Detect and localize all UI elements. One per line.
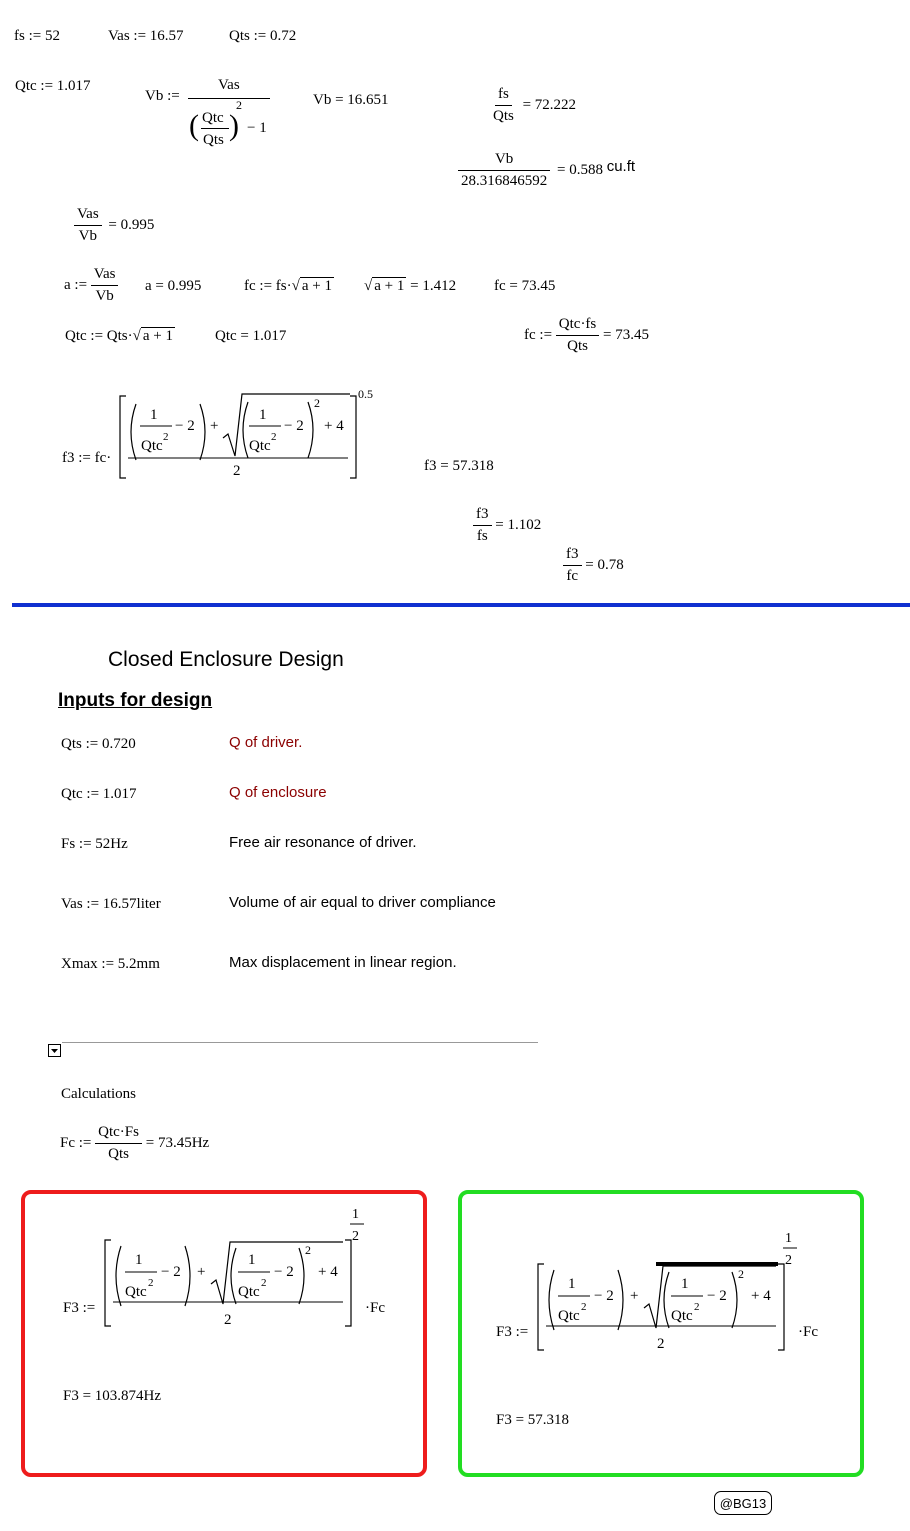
minus2: − 2 <box>594 1288 614 1304</box>
input-qtc-definition[interactable]: Qtc := 1.017 <box>61 786 137 802</box>
fc-formula-alt[interactable] <box>524 316 649 355</box>
plus: + <box>630 1288 639 1304</box>
area-boundary-line <box>62 1042 538 1043</box>
lhs: F3 := <box>496 1324 529 1340</box>
minus2-inner: − 2 <box>707 1288 727 1304</box>
input-fs-description: Free air resonance of driver. <box>229 834 417 851</box>
vb-minus-one: − 1 <box>247 120 267 136</box>
denominator: Vb <box>78 228 97 244</box>
denominator: Qts <box>493 108 514 124</box>
numerator: f3 <box>473 506 492 526</box>
sqrt-evaluation[interactable] <box>364 278 456 295</box>
sq-outer: 2 <box>738 1267 744 1281</box>
denominator: fs <box>476 528 488 544</box>
qtc: Qtc <box>558 1308 580 1324</box>
paren-left: ( <box>189 109 199 142</box>
a-result: a = 0.995 <box>145 278 202 294</box>
paren-left <box>549 1270 554 1330</box>
cuft-unit: cu.ft <box>606 157 636 175</box>
f3-qtc: Qtc <box>141 438 163 454</box>
paren-right <box>185 1246 190 1306</box>
plus4: + 4 <box>751 1288 771 1304</box>
f3-over-fc[interactable] <box>563 546 624 585</box>
red-highlight-box <box>21 1190 427 1477</box>
f3-formula-incorrect[interactable] <box>61 1200 421 1340</box>
f3-one-inner: 1 <box>259 407 267 423</box>
times-fc: ·Fc <box>365 1300 385 1316</box>
numerator: Qtc·Fs <box>95 1124 142 1144</box>
qtc-inner: Qtc <box>671 1308 693 1324</box>
f3-over-fs[interactable] <box>473 506 541 545</box>
qtc-formula[interactable] <box>65 328 175 345</box>
denominator: 28.316846592 <box>461 173 548 189</box>
plus: + <box>197 1264 206 1280</box>
vb-exponent: 2 <box>236 98 242 112</box>
bracket-right <box>350 396 356 478</box>
input-xmax-description: Max displacement in linear region. <box>229 954 457 971</box>
design-title: Closed Enclosure Design <box>108 648 344 671</box>
vb-result: Vb = 16.651 <box>313 92 389 108</box>
fc-result: fc = 73.45 <box>494 278 556 294</box>
paren-left <box>116 1246 121 1306</box>
qtc-definition[interactable]: Qtc := 1.017 <box>15 78 91 94</box>
paren-left <box>243 402 248 458</box>
f3-sq: 2 <box>163 431 169 443</box>
paren-right: ) <box>229 109 239 142</box>
paren-right <box>308 402 313 458</box>
f3-over-fc-result: = 0.78 <box>585 556 624 573</box>
vb-definition[interactable] <box>145 74 280 154</box>
f3-plus4: + 4 <box>324 418 344 434</box>
triangle-down-icon <box>49 1045 60 1056</box>
minus2: − 2 <box>161 1264 181 1280</box>
section-divider <box>12 603 910 607</box>
times-fc: ·Fc <box>798 1324 818 1340</box>
paren-left <box>231 1248 236 1304</box>
sqrt-symbol: √ <box>364 278 373 294</box>
fc-alt-result: = 73.45 <box>603 326 649 343</box>
sqrt-radicand: a + 1 <box>374 278 405 294</box>
a-lhs: a := <box>64 276 88 293</box>
fc-calc-lhs: Fc := <box>60 1134 92 1151</box>
paren-left <box>131 404 136 460</box>
denominator: Vb <box>95 288 114 304</box>
f3-minus2-inner: − 2 <box>284 418 304 434</box>
numerator: Vas <box>91 266 119 286</box>
f3-lhs: f3 := fc· <box>62 450 112 466</box>
lhs: F3 := <box>63 1300 96 1316</box>
bracket-left <box>120 396 126 478</box>
input-qts-definition[interactable]: Qts := 0.720 <box>61 736 136 752</box>
one-inner: 1 <box>681 1276 689 1292</box>
one: 1 <box>568 1276 576 1292</box>
vb-numerator: Vas <box>218 77 240 93</box>
qtc-inner: Qtc <box>238 1284 260 1300</box>
fc-alt-lhs: fc := <box>524 326 553 343</box>
bracket-left <box>538 1264 544 1350</box>
inputs-heading: Inputs for design <box>58 690 213 711</box>
one-inner: 1 <box>248 1252 256 1268</box>
one: 1 <box>135 1252 143 1268</box>
f3-sq-outer: 2 <box>314 396 320 410</box>
qtc-result: Qtc = 1.017 <box>215 328 287 344</box>
paren-right <box>732 1272 737 1328</box>
f3-over-fs-result: = 1.102 <box>495 516 542 533</box>
minus2-inner: − 2 <box>274 1264 294 1280</box>
collapse-area-toggle[interactable] <box>48 1044 61 1057</box>
f3-plus: + <box>210 418 219 434</box>
f3-result: f3 = 57.318 <box>424 458 494 474</box>
denominator: Qts <box>108 1146 129 1162</box>
fs-over-qts[interactable] <box>490 86 576 125</box>
sq: 2 <box>581 1301 587 1313</box>
vb-lhs: Vb := <box>145 88 180 104</box>
bracket-right <box>345 1240 351 1326</box>
paren-right <box>618 1270 623 1330</box>
denominator: fc <box>566 568 579 584</box>
sqrt-radicand: a + 1 <box>142 328 173 344</box>
qtc-lhs: Qtc := Qts· <box>65 328 133 344</box>
fs-over-qts-result: = 72.222 <box>522 96 577 113</box>
f3-formula-correct[interactable] <box>494 1224 859 1364</box>
input-fs-definition[interactable]: Fs := 52Hz <box>61 836 128 852</box>
f3-minus2: − 2 <box>175 418 195 434</box>
vb-qts: Qts <box>203 132 224 148</box>
fc-calc-result: = 73.45Hz <box>145 1134 210 1151</box>
cuft-result: = 0.588 <box>557 161 603 178</box>
input-qtc-description: Q of enclosure <box>229 784 327 801</box>
sqrt-radicand: a + 1 <box>301 278 332 294</box>
numerator: Vas <box>74 206 102 226</box>
a-definition[interactable] <box>64 266 118 305</box>
numerator: Qtc·fs <box>556 316 600 336</box>
f3-result-incorrect: F3 = 103.874Hz <box>63 1388 162 1404</box>
vas-definition[interactable]: Vas := 16.57 <box>108 28 184 44</box>
f3-exponent: 0.5 <box>358 387 373 401</box>
denominator: 2 <box>657 1336 665 1352</box>
vb-cuft-conversion[interactable] <box>458 151 635 190</box>
paren-left <box>664 1272 669 1328</box>
f3-result-correct: F3 = 57.318 <box>496 1412 570 1428</box>
input-qts-description: Q of driver. <box>229 734 303 751</box>
exp-numerator: 1 <box>785 1231 792 1246</box>
paren-right <box>299 1248 304 1304</box>
fc-calculation[interactable] <box>60 1124 209 1163</box>
exp-denominator: 2 <box>785 1253 792 1268</box>
f3-one: 1 <box>150 407 158 423</box>
exp-denominator: 2 <box>352 1229 359 1244</box>
sq: 2 <box>148 1277 154 1289</box>
vb-qtc: Qtc <box>202 110 224 126</box>
sqrt-symbol: √ <box>291 278 300 294</box>
denominator: 2 <box>224 1312 232 1328</box>
author-watermark: @BG13 <box>714 1491 772 1515</box>
bracket-left <box>105 1240 111 1326</box>
fraction-bar <box>201 128 229 129</box>
fraction-bar <box>188 98 270 99</box>
input-vas-description: Volume of air equal to driver compliance <box>229 894 496 911</box>
sq-inner: 2 <box>261 1277 267 1289</box>
paren-right <box>200 404 205 460</box>
plus4: + 4 <box>318 1264 338 1280</box>
sqrt-symbol: √ <box>132 328 141 344</box>
input-xmax-definition[interactable]: Xmax := 5.2mm <box>61 956 160 972</box>
sqrt-result: = 1.412 <box>410 278 457 294</box>
vas-over-vb-result: = 0.995 <box>108 216 155 233</box>
qtc: Qtc <box>125 1284 147 1300</box>
fc-lhs: fc := fs· <box>244 278 292 294</box>
vas-over-vb[interactable] <box>74 206 154 245</box>
f3-denominator: 2 <box>233 463 241 479</box>
bracket-right <box>778 1264 784 1350</box>
numerator: f3 <box>563 546 582 566</box>
f3-sq-inner: 2 <box>271 431 277 443</box>
f3-formula[interactable] <box>60 380 390 485</box>
numerator: Vb <box>458 151 550 171</box>
fs-definition[interactable]: fs := 52 <box>14 28 60 44</box>
exp-numerator: 1 <box>352 1207 359 1222</box>
f3-qtc-inner: Qtc <box>249 438 271 454</box>
calculations-label: Calculations <box>61 1086 136 1102</box>
denominator: Qts <box>567 338 588 354</box>
fc-definition[interactable] <box>244 278 334 295</box>
numerator: fs <box>495 86 512 106</box>
qts-definition[interactable]: Qts := 0.72 <box>229 28 297 44</box>
sq-inner: 2 <box>694 1301 700 1313</box>
sq-outer: 2 <box>305 1243 311 1257</box>
green-highlight-box <box>458 1190 864 1477</box>
input-vas-definition[interactable]: Vas := 16.57liter <box>61 896 161 912</box>
